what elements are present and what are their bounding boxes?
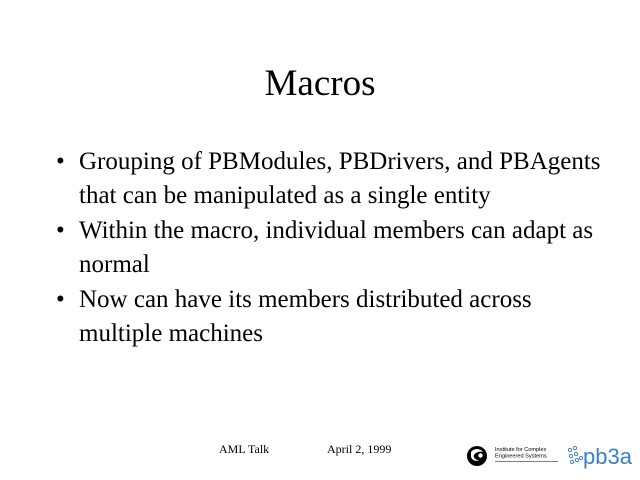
bullet-marker: • xyxy=(56,148,65,175)
bullet-text: Within the macro, individual members can adapt as normal xyxy=(79,217,594,278)
slide-title: Macros xyxy=(264,63,376,104)
dots-pattern-icon xyxy=(568,446,582,463)
bullet-item xyxy=(56,214,616,282)
bullet-text: Grouping of PBModules, PBDrivers, and PBAgents that can be manipulated as a single entity xyxy=(79,148,601,209)
icx-logo-line-1: Institute for Complex xyxy=(495,447,547,453)
bullet-list xyxy=(56,145,616,352)
pb3a-logo-text: pb3a xyxy=(583,444,632,469)
icx-logo-line-2: Engineered Systems xyxy=(495,453,547,460)
footer-talk-name: AML Talk xyxy=(219,442,270,456)
bullet-item xyxy=(56,145,616,213)
bullet-marker: • xyxy=(56,217,65,244)
icx-emblem-icon xyxy=(467,446,487,466)
bullet-item xyxy=(56,283,616,351)
bullet-marker: • xyxy=(56,286,65,313)
footer-date: April 2, 1999 xyxy=(327,442,392,456)
bullet-text: Now can have its members distributed across multiple machines xyxy=(79,286,532,347)
pb3a-logo xyxy=(566,440,636,472)
icx-logo xyxy=(466,443,562,469)
